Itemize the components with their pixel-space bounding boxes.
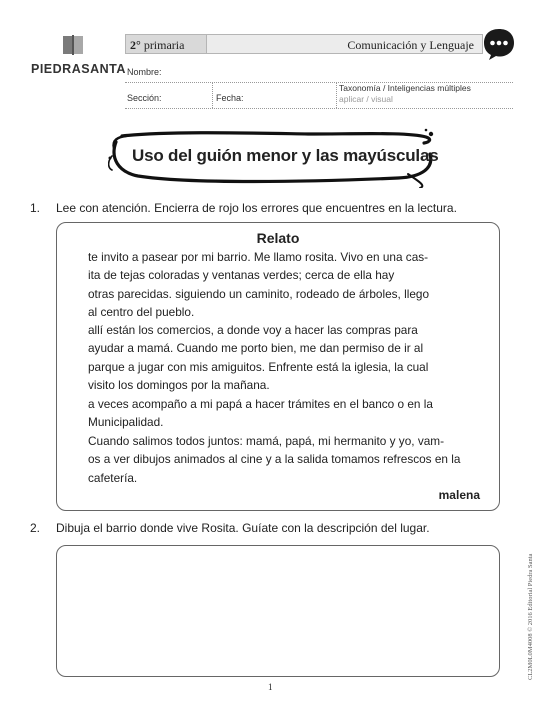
worksheet-title: Uso del guión menor y las mayúsculas: [132, 146, 439, 165]
text-line: allí están los comercios, a donde voy a hacer las compras para: [88, 323, 418, 337]
taxonomy-heading: Taxonomía / Inteligencias múltiples: [339, 83, 471, 93]
grade-word: primaria: [143, 38, 185, 52]
text-line: a veces acompaño a mi papá a hacer trámites en el banco o en la: [88, 397, 433, 411]
text-line: te invito a pasear por mi barrio. Me llamo rosita. Vivo en una cas-: [88, 250, 429, 264]
question-text: Dibuja el barrio donde vive Rosita. Guíate con la descripción del lugar.: [56, 521, 430, 535]
reading-title: Relato: [256, 230, 300, 246]
taxonomy-info: [339, 83, 471, 105]
reading-author: malena: [438, 488, 480, 502]
publisher-logo: PIEDRASANTA: [31, 62, 126, 76]
divider: [336, 82, 337, 108]
name-field-row: [125, 56, 513, 83]
date-label: Fecha:: [216, 93, 244, 103]
grade-label: [125, 34, 207, 54]
copyright-code: CL2M0L0M4008 © 2016 Editorial Piedra Santa: [527, 553, 534, 680]
question-1: [30, 201, 457, 215]
question-2: [30, 521, 430, 535]
book-logo-icon: [62, 34, 84, 56]
taxonomy-values: aplicar / visual: [339, 94, 393, 104]
text-line: Cuando salimos todos juntos: mamá, papá, mi hermanito y yo, vam-: [88, 434, 445, 448]
question-text: Lee con atención. Encierra de rojo los errores que encuentres en la lectura.: [56, 201, 457, 215]
question-number: 2.: [30, 521, 41, 535]
page-number: 1: [268, 682, 273, 692]
reading-paragraph: [88, 248, 480, 321]
reading-paragraph: [88, 321, 480, 394]
text-line: visito los domingos por la mañana.: [88, 377, 270, 392]
grade-number: 2°: [130, 38, 141, 52]
question-number: 1.: [30, 201, 41, 215]
text-line: parque a jugar con mis amiguitos. Enfrente está la iglesia, la cual: [88, 359, 429, 374]
reading-paragraph: [88, 395, 480, 432]
text-line: Municipalidad.: [88, 415, 164, 430]
text-line: al centro del pueblo.: [88, 304, 195, 319]
text-line: ayudar a mamá. Cuando me porto bien, me dan permiso de ir al: [88, 341, 424, 356]
text-line: otras parecidas. siguiendo un caminito, rodeado de árboles, llego: [88, 286, 430, 301]
text-line: cafetería.: [88, 470, 138, 485]
reading-paragraph: [88, 432, 480, 487]
divider: [212, 82, 213, 108]
section-label: Sección:: [127, 93, 162, 103]
name-label: Nombre:: [127, 67, 162, 77]
subject-label: Comunicación y Lenguaje: [207, 34, 483, 54]
text-line: os a ver dibujos animados al cine y a la salida tomamos refrescos en la: [88, 452, 461, 467]
text-line: ita de tejas coloradas y ventanas verdes; cerca de ella hay: [88, 268, 395, 283]
drawing-area[interactable]: [56, 545, 500, 677]
